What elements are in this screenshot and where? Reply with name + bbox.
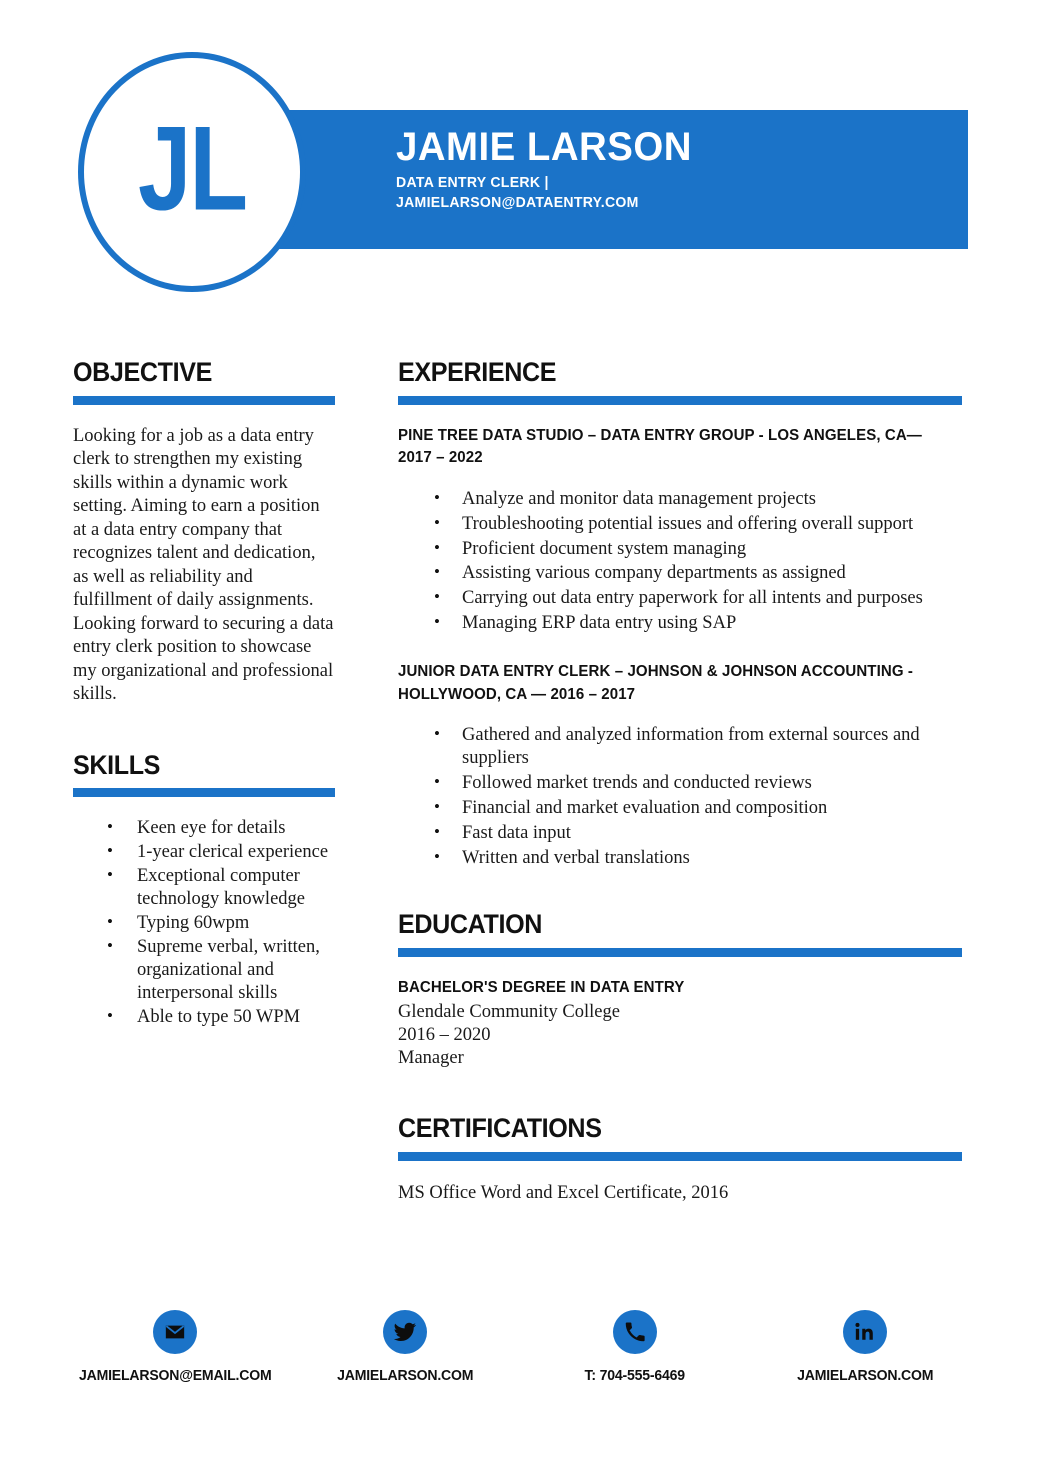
list-item: • Managing ERP data entry using SAP xyxy=(434,612,962,635)
twitter-icon[interactable] xyxy=(383,1310,427,1354)
objective-section xyxy=(73,358,335,707)
experience-heading: EXPERIENCE xyxy=(398,357,557,387)
education-years: 2016 – 2020 xyxy=(398,1025,491,1046)
list-item: • Gathered and analyzed information from external sources and suppliers xyxy=(434,724,962,770)
skills-list xyxy=(73,817,335,1028)
experience-bullet-list xyxy=(398,724,962,870)
education-school: Glendale Community College xyxy=(398,1002,620,1023)
list-item: • Assisting various company departments as assigned xyxy=(434,562,962,585)
contact-item-label: T: 704-555-6469 xyxy=(584,1368,686,1384)
contact-item[interactable] xyxy=(520,1310,750,1384)
list-item: • Carrying out data entry paperwork for all intents and purposes xyxy=(434,587,962,610)
experience-rule xyxy=(398,396,962,405)
list-item: • Typing 60wpm xyxy=(107,912,335,935)
certifications-heading: CERTIFICATIONS xyxy=(398,1113,602,1143)
resume-header xyxy=(0,0,1040,320)
contact-item[interactable] xyxy=(60,1310,290,1384)
linkedin-icon[interactable] xyxy=(843,1310,887,1354)
skills-section xyxy=(73,751,335,1029)
objective-heading: OBJECTIVE xyxy=(73,357,212,387)
education-rule xyxy=(398,948,962,957)
experience-entry xyxy=(398,661,962,870)
experience-job-list xyxy=(398,425,962,870)
contact-item-label: JAMIELARSON.COM xyxy=(796,1368,934,1384)
experience-bullet-list xyxy=(398,488,962,636)
phone-icon[interactable] xyxy=(613,1310,657,1354)
contact-footer xyxy=(60,1310,980,1384)
left-column xyxy=(73,358,335,1063)
list-item: • Exceptional computer technology knowledge xyxy=(107,865,335,911)
list-item: • Analyze and monitor data management projects xyxy=(434,488,962,511)
experience-entry-title: PINE TREE DATA STUDIO – DATA ENTRY GROUP - LOS ANGELES, CA— 2017 – 2022 xyxy=(398,426,922,467)
contact-item[interactable] xyxy=(750,1310,980,1384)
envelope-icon[interactable] xyxy=(153,1310,197,1354)
contact-item[interactable] xyxy=(290,1310,520,1384)
avatar xyxy=(78,52,306,292)
list-item: • 1-year clerical experience xyxy=(107,841,335,864)
list-item: • Fast data input xyxy=(434,822,962,845)
certifications-rule xyxy=(398,1152,962,1161)
experience-entry xyxy=(398,425,962,636)
list-item: • Financial and market evaluation and composition xyxy=(434,797,962,820)
right-column xyxy=(398,358,962,1239)
avatar-initials: JL xyxy=(137,102,247,236)
certifications-section xyxy=(398,1114,962,1205)
list-item: • Followed market trends and conducted reviews xyxy=(434,772,962,795)
list-item: • Troubleshooting potential issues and offering overall support xyxy=(434,513,962,536)
education-section xyxy=(398,910,962,1070)
list-item: • Able to type 50 WPM xyxy=(107,1006,335,1029)
candidate-job-title: DATA ENTRY CLERK | xyxy=(396,175,549,191)
list-item: • Supreme verbal, written, organizational and interpersonal skills xyxy=(107,936,335,1005)
education-degree: BACHELOR'S DEGREE IN DATA ENTRY xyxy=(398,978,685,996)
contact-item-label: JAMIELARSON@EMAIL.COM xyxy=(78,1368,272,1384)
education-heading: EDUCATION xyxy=(398,908,543,939)
certifications-text: MS Office Word and Excel Certificate, 2016 xyxy=(398,1182,729,1203)
experience-section xyxy=(398,358,962,870)
list-item: • Proficient document system managing xyxy=(434,538,962,561)
candidate-name: JAMIE LARSON xyxy=(396,125,692,169)
header-text-group xyxy=(396,126,704,213)
experience-entry-title: JUNIOR DATA ENTRY CLERK – JOHNSON & JOHNSON ACCOUNTING - HOLLYWOOD, CA — 2016 – 2017 xyxy=(398,663,913,703)
list-item: • Keen eye for details xyxy=(107,817,335,840)
education-role: Manager xyxy=(398,1048,464,1069)
skills-heading: SKILLS xyxy=(73,749,161,780)
objective-rule xyxy=(73,396,335,405)
list-item: • Written and verbal translations xyxy=(434,847,962,870)
contact-item-label: JAMIELARSON.COM xyxy=(336,1368,474,1384)
skills-rule xyxy=(73,788,335,797)
candidate-email: JAMIELARSON@DATAENTRY.COM xyxy=(396,194,639,211)
objective-text: Looking for a job as a data entry clerk to strengthen my existing skills within a dynamic work setting. Aiming to earn a position at a data entry company that recognizes talent and dedication, as well as reliability and fulfillment of daily assignments. Looking forward to securing a data entry clerk position to showcase my organizational and professional skills. xyxy=(73,425,334,705)
